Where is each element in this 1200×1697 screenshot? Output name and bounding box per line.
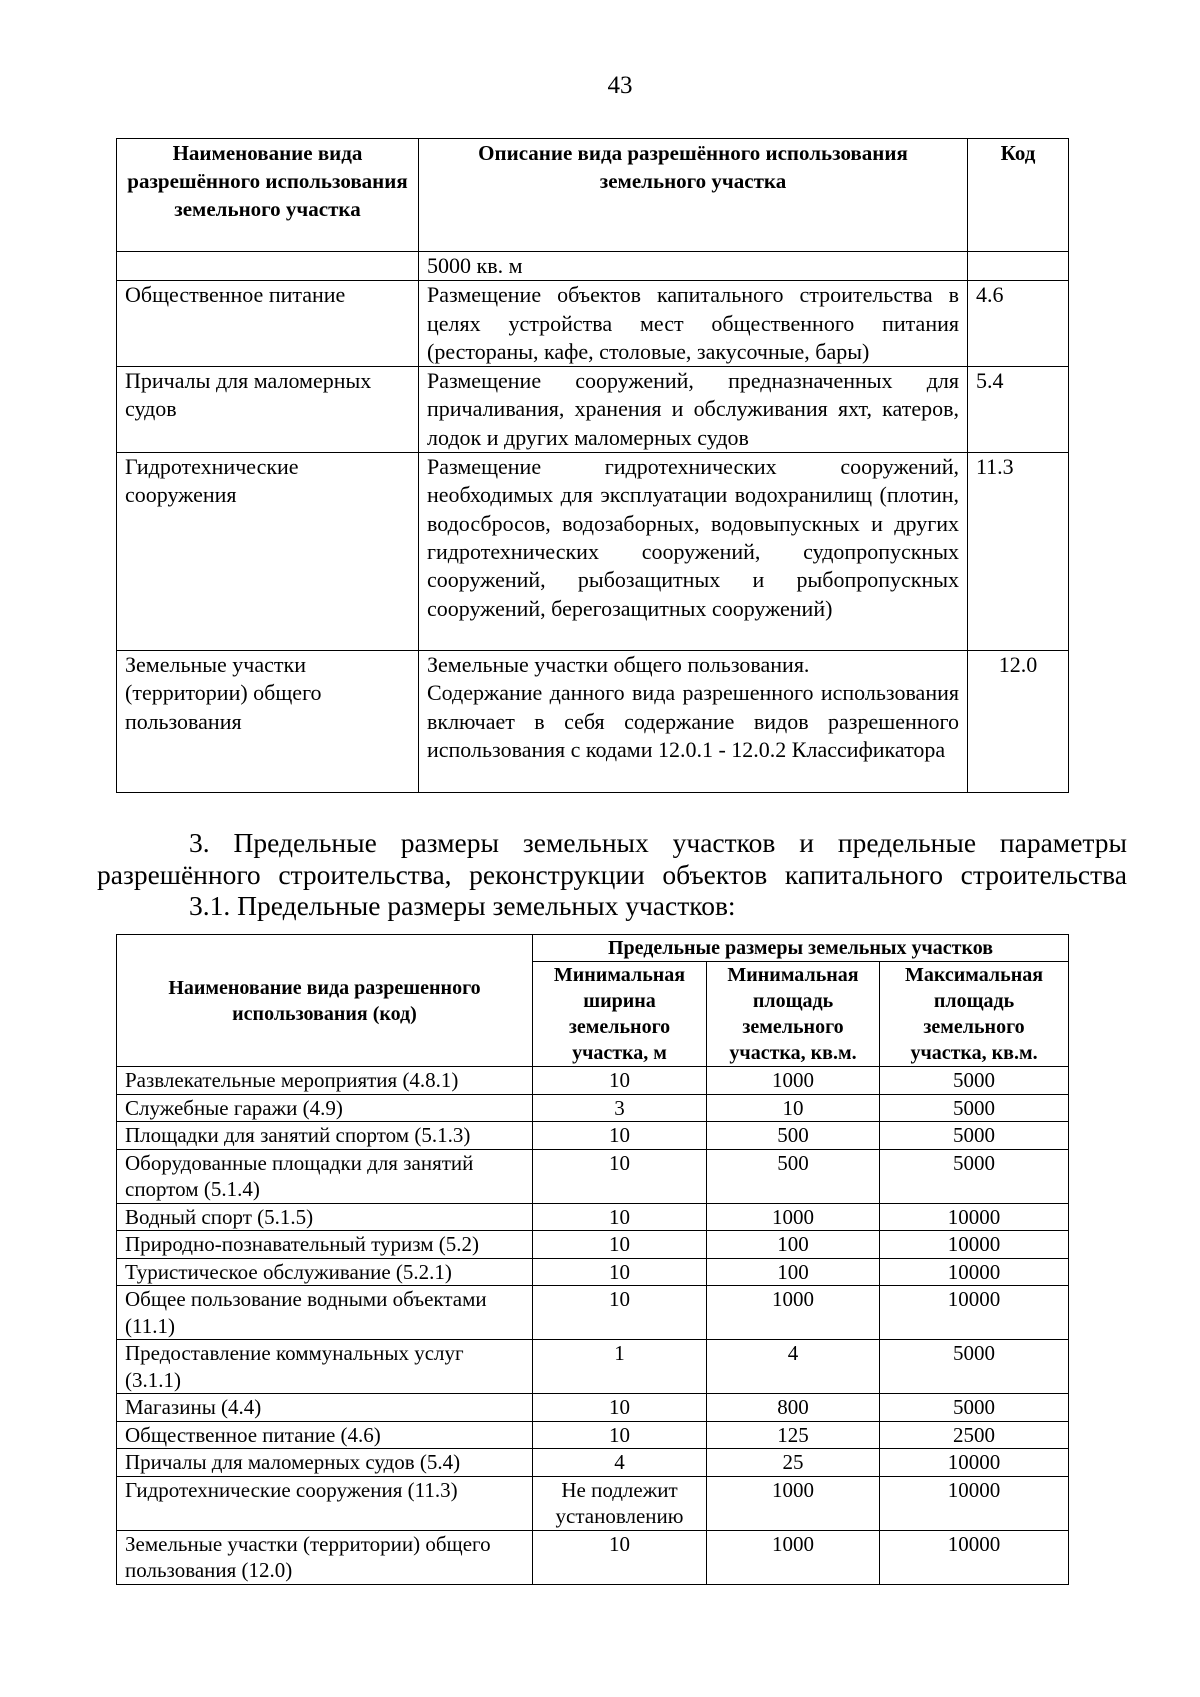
min-width-cell: 10 [533, 1231, 707, 1259]
max-area-cell: 5000 [880, 1394, 1069, 1422]
min-area-cell: 1000 [707, 1203, 880, 1231]
table-row [117, 1231, 1069, 1259]
use-name-cell: Развлекательные мероприятия (4.8.1) [117, 1067, 533, 1095]
table-row [117, 1530, 1069, 1584]
table-row [117, 651, 1069, 793]
min-area-cell: 1000 [707, 1067, 880, 1095]
table-row [117, 1094, 1069, 1122]
use-description-line: Земельные участки общего пользования. [427, 652, 810, 678]
use-name-cell: Гидротехнические сооружения (11.3) [117, 1476, 533, 1530]
table-row [117, 453, 1069, 651]
table-row [117, 1258, 1069, 1286]
max-area-cell: 10000 [880, 1203, 1069, 1231]
max-area-cell: 10000 [880, 1530, 1069, 1584]
min-width-cell: 3 [533, 1094, 707, 1122]
table-row [117, 1394, 1069, 1422]
use-code-cell: 5.4 [968, 367, 1069, 453]
header-use-name: Наименование вида разрешенного использования (код) [117, 935, 533, 1067]
min-area-cell: 25 [707, 1449, 880, 1477]
min-width-cell: 10 [533, 1122, 707, 1150]
use-code-cell: 11.3 [968, 453, 1069, 651]
use-name-cell: Причалы для маломерных судов (5.4) [117, 1449, 533, 1477]
table-row [117, 1449, 1069, 1477]
min-width-cell: 10 [533, 1149, 707, 1203]
use-name-cell: Общественное питание [117, 281, 419, 367]
table-row [117, 281, 1069, 367]
max-area-cell: 10000 [880, 1258, 1069, 1286]
header-min-area: Минимальная площадь земельного участка, кв.м. [707, 962, 880, 1067]
use-description-cell: Размещение сооружений, предназначенных для причаливания, хранения и обслуживания яхт, катеров, лодок и других маломерных судов [419, 367, 968, 453]
use-name-cell: Площадки для занятий спортом (5.1.3) [117, 1122, 533, 1150]
max-area-cell: 10000 [880, 1449, 1069, 1477]
min-area-cell: 1000 [707, 1286, 880, 1340]
min-area-cell: 10 [707, 1094, 880, 1122]
header-code: Код [968, 139, 1069, 252]
min-width-cell: 4 [533, 1449, 707, 1477]
use-name-cell: Магазины (4.4) [117, 1394, 533, 1422]
table-header-row [117, 139, 1069, 252]
use-name-cell: Водный спорт (5.1.5) [117, 1203, 533, 1231]
max-area-cell: 5000 [880, 1067, 1069, 1095]
page-number: 43 [607, 72, 633, 99]
min-width-cell: 10 [533, 1258, 707, 1286]
max-area-cell: 10000 [880, 1231, 1069, 1259]
min-width-cell: 10 [533, 1203, 707, 1231]
min-area-cell: 1000 [707, 1530, 880, 1584]
table-row [117, 1203, 1069, 1231]
max-area-cell: 2500 [880, 1421, 1069, 1449]
use-name-cell: Земельные участки (территории) общего пользования [117, 651, 419, 793]
use-name-cell: Предоставление коммунальных услуг (3.1.1) [117, 1340, 533, 1394]
use-description-cell: Размещение объектов капитального строительства в целях устройства мест общественного питания (рестораны, кафе, столовые, закусочные, бары) [419, 281, 968, 367]
min-area-cell: 125 [707, 1421, 880, 1449]
min-area-cell: 800 [707, 1394, 880, 1422]
use-name-cell: Земельные участки (территории) общего пользования (12.0) [117, 1530, 533, 1584]
table-row [117, 1122, 1069, 1150]
use-name-cell: Оборудованные площадки для занятий спортом (5.1.4) [117, 1149, 533, 1203]
use-name-cell: Гидротехнические сооружения [117, 453, 419, 651]
table-row [117, 1067, 1069, 1095]
use-name-cell: Туристическое обслуживание (5.2.1) [117, 1258, 533, 1286]
use-description-cell [419, 651, 968, 793]
table-header-row [117, 935, 1069, 962]
min-width-cell: 10 [533, 1530, 707, 1584]
table-row [117, 1286, 1069, 1340]
min-area-cell: 100 [707, 1258, 880, 1286]
header-use-description: Описание вида разрешённого использования земельного участка [419, 139, 968, 252]
subsection-paragraph: 3.1. Предельные размеры земельных участков: [189, 890, 736, 921]
plot-size-limits-table [116, 934, 1069, 1585]
min-width-cell: 10 [533, 1067, 707, 1095]
min-width-cell: 1 [533, 1340, 707, 1394]
table-row [117, 1340, 1069, 1394]
use-name-cell [117, 252, 419, 281]
table-row [117, 1421, 1069, 1449]
min-width-cell: 10 [533, 1394, 707, 1422]
use-name-cell: Служебные гаражи (4.9) [117, 1094, 533, 1122]
min-width-cell: 10 [533, 1286, 707, 1340]
max-area-cell: 5000 [880, 1094, 1069, 1122]
max-area-cell: 10000 [880, 1476, 1069, 1530]
min-area-cell: 500 [707, 1122, 880, 1150]
use-name-cell: Причалы для маломерных судов [117, 367, 419, 453]
max-area-cell: 5000 [880, 1149, 1069, 1203]
table-row [117, 1476, 1069, 1530]
max-area-cell: 5000 [880, 1122, 1069, 1150]
use-code-cell [968, 252, 1069, 281]
use-description-text: Содержание данного вида разрешенного использования включает в себя содержание видов разрешенного использования с кодами 12.0.1 - 12.0.2 Классификатора [427, 680, 959, 763]
section-paragraph: 3. Предельные размеры земельных участков и предельные параметры разрешённого строительства, реконструкции объектов капитального строительства [97, 827, 1127, 890]
table-row [117, 252, 1069, 281]
use-code-cell: 12.0 [968, 651, 1069, 793]
use-description-cell: Размещение гидротехнических сооружений, необходимых для эксплуатации водохранилищ (плотин, водосбросов, водозаборных, водовыпускных и других гидротехнических сооружений, судопропускных сооружений, рыбозащитных и рыбопропускных сооружений, берегозащитных сооружений) [419, 453, 968, 651]
use-name-cell: Общее пользование водными объектами (11.1) [117, 1286, 533, 1340]
min-width-cell: 10 [533, 1421, 707, 1449]
header-group: Предельные размеры земельных участков [533, 935, 1069, 962]
min-area-cell: 100 [707, 1231, 880, 1259]
min-area-cell: 1000 [707, 1476, 880, 1530]
header-max-area: Максимальная площадь земельного участка, кв.м. [880, 962, 1069, 1067]
table-row [117, 1149, 1069, 1203]
use-name-cell: Природно-познавательный туризм (5.2) [117, 1231, 533, 1259]
use-name-cell: Общественное питание (4.6) [117, 1421, 533, 1449]
use-description-cell: 5000 кв. м [419, 252, 968, 281]
use-code-cell: 4.6 [968, 281, 1069, 367]
header-use-name: Наименование вида разрешённого использования земельного участка [117, 139, 419, 252]
min-area-cell: 500 [707, 1149, 880, 1203]
min-area-cell: 4 [707, 1340, 880, 1394]
table-row [117, 367, 1069, 453]
header-min-width: Минимальная ширина земельного участка, м [533, 962, 707, 1067]
max-area-cell: 5000 [880, 1340, 1069, 1394]
max-area-cell: 10000 [880, 1286, 1069, 1340]
min-width-cell: Не подлежит установлению [533, 1476, 707, 1530]
section-heading [97, 827, 1127, 922]
permitted-use-table [116, 138, 1069, 793]
